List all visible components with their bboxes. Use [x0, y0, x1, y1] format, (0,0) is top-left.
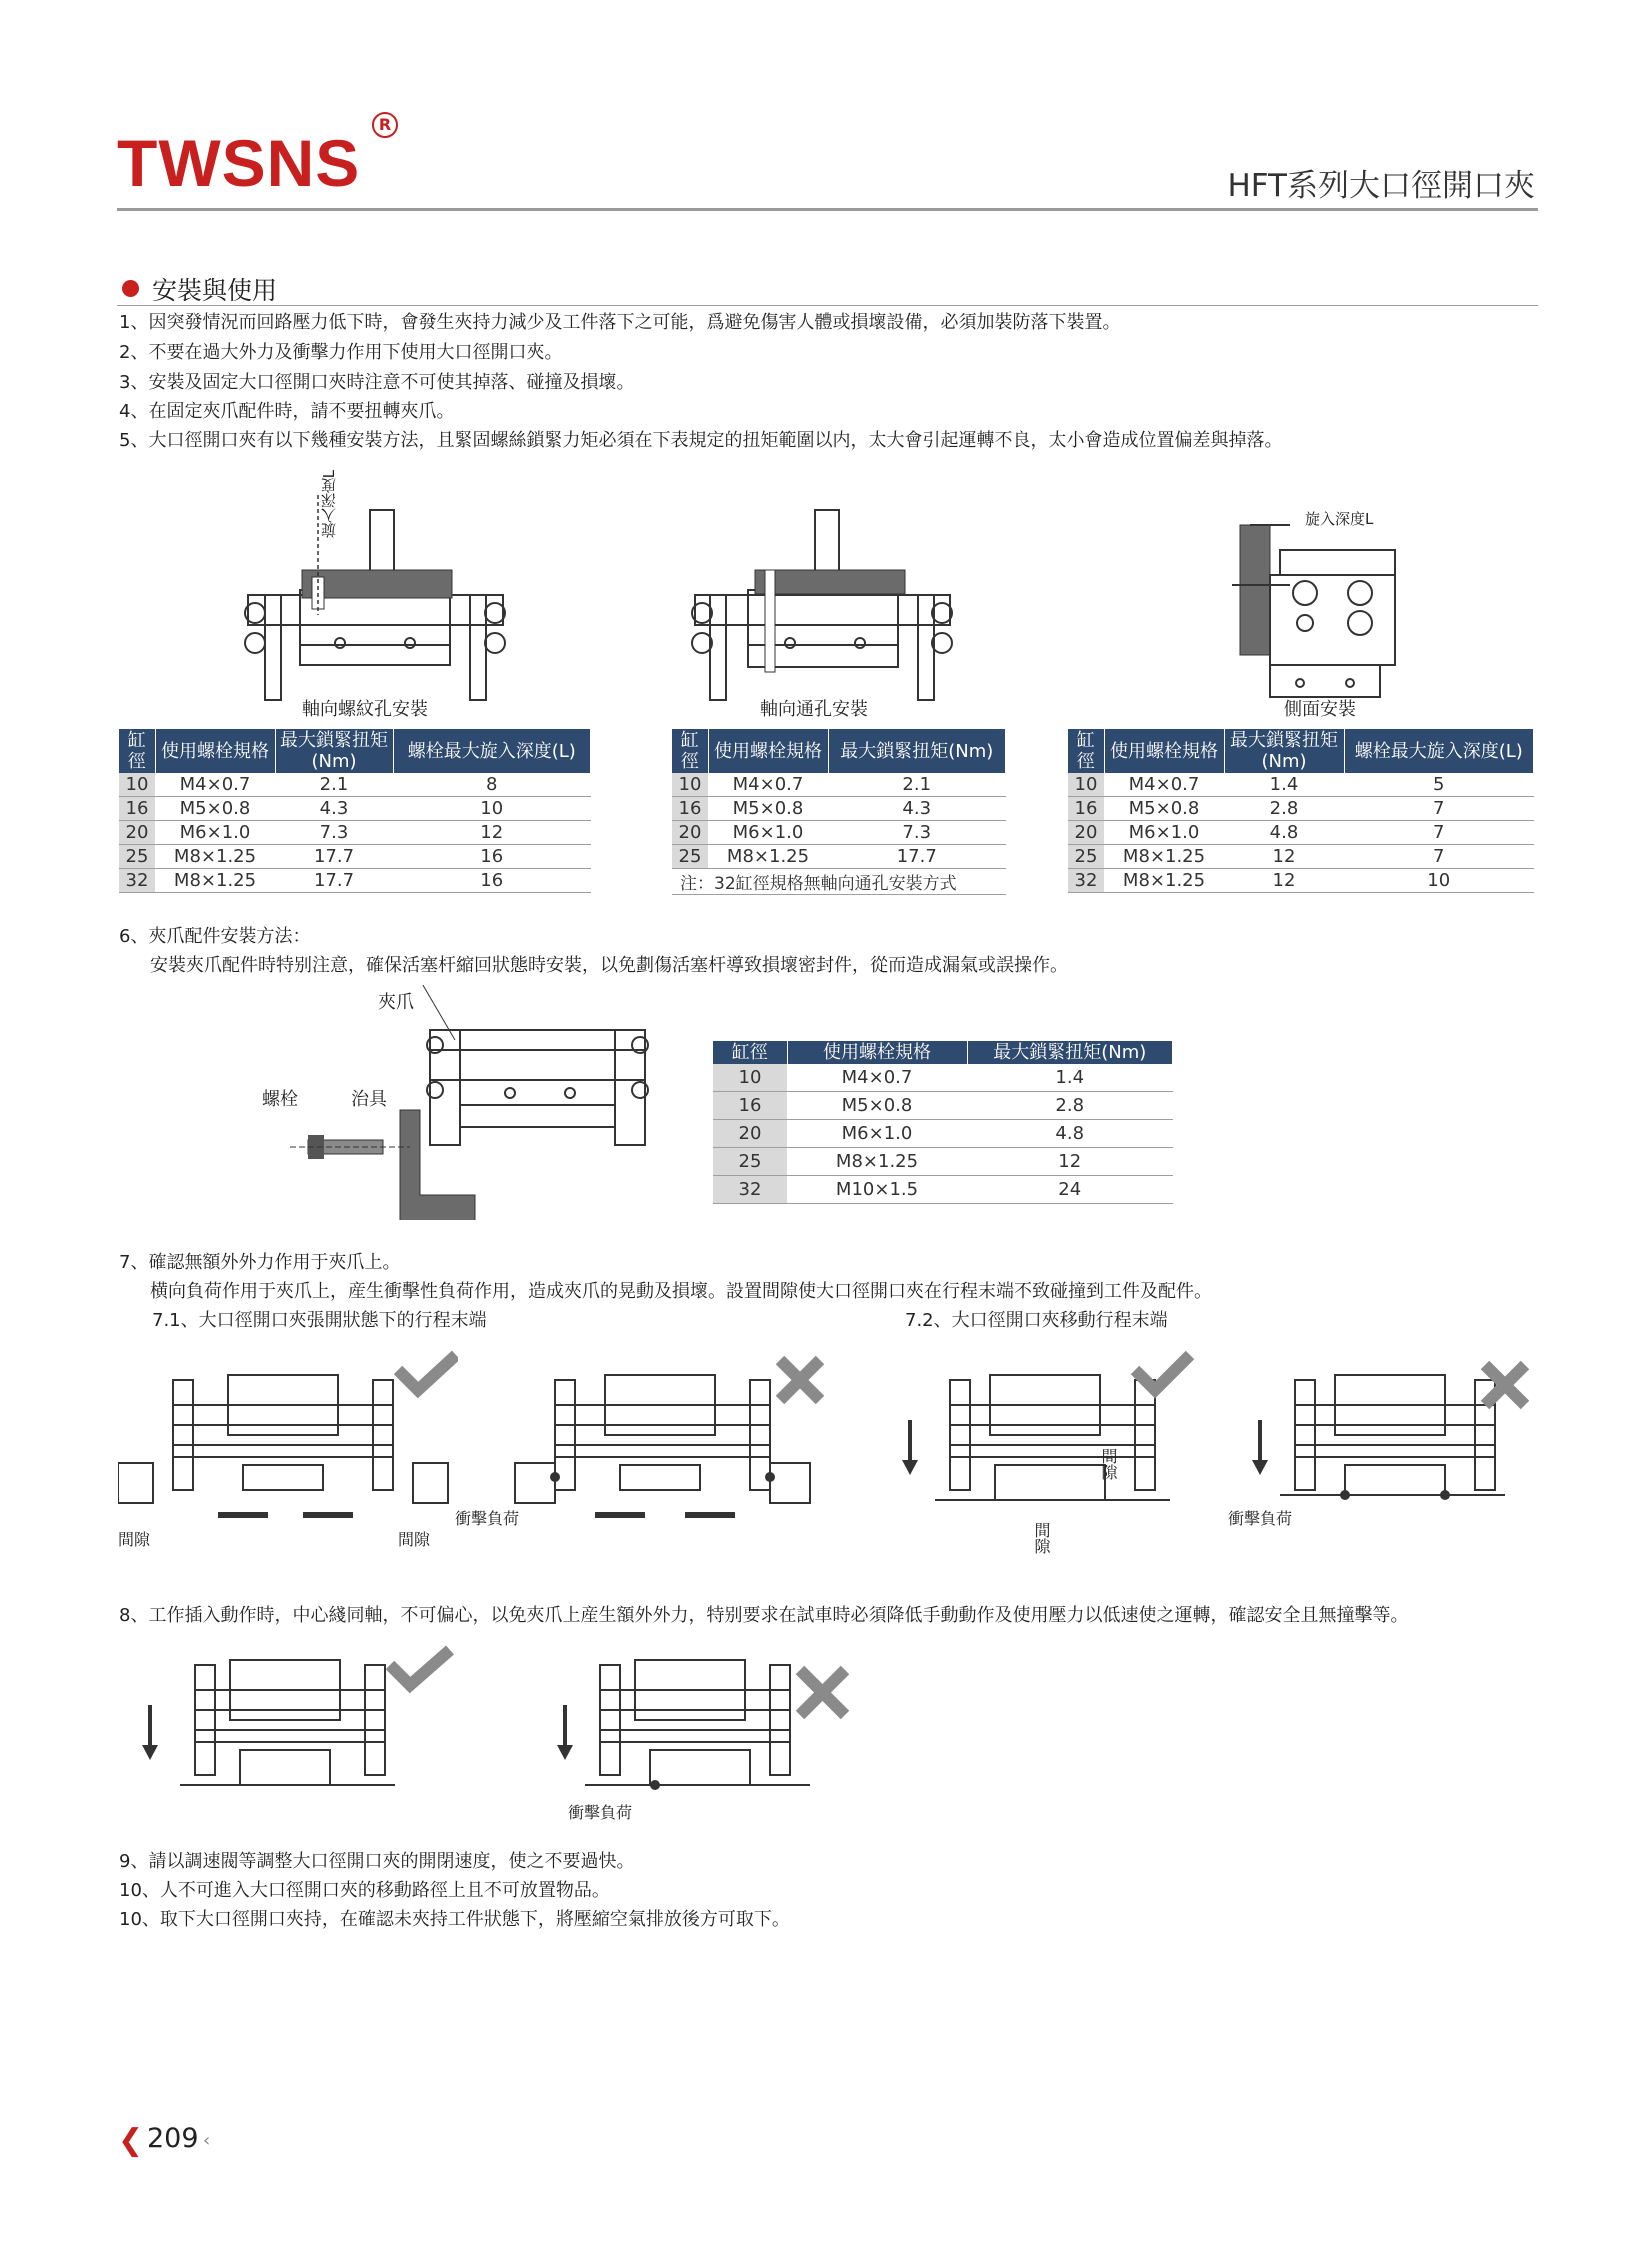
- cell: M4×0.7: [1104, 773, 1224, 797]
- instruction-2: 2、不要在過大外力及衝擊力作用下使用大口徑開口夾。: [119, 342, 563, 363]
- side-mount-diagram: [1230, 505, 1410, 700]
- cell: 16: [119, 797, 155, 821]
- table-row: [1068, 773, 1534, 797]
- fixture-label: 治具: [351, 1089, 387, 1110]
- side-caption: 側面安裝: [1284, 699, 1356, 720]
- cell: M6×1.0: [1104, 821, 1224, 845]
- cell: 10: [1344, 869, 1534, 893]
- col-bolt: 使用螺栓規格: [787, 1041, 967, 1064]
- table-row: [713, 1064, 1173, 1092]
- axial-through-mount-diagram: [680, 505, 970, 710]
- table-row: [672, 773, 1006, 797]
- prev-page-icon: ❮: [118, 2123, 144, 2158]
- cell: M4×0.7: [708, 773, 828, 797]
- jaw-fixture-diagram: [260, 985, 680, 1220]
- col-torque: 最大鎖緊扭矩(Nm): [1224, 729, 1344, 773]
- table-row: [672, 845, 1006, 869]
- instruction-1: 1、因突發情況而回路壓力低下時，會發生夾持力減少及工件落下之可能，爲避免傷害人體或損壞設備，必須加裝防落下裝置。: [119, 312, 1121, 333]
- impact-label: 衝擊負荷: [1228, 1509, 1293, 1528]
- cell: 4.3: [828, 797, 1006, 821]
- table-axial-through: [672, 729, 1006, 895]
- gap-label: 間隙: [398, 1530, 431, 1549]
- col-bore: 缸徑: [672, 729, 708, 773]
- cell: 2.1: [275, 773, 393, 797]
- col-bolt: 使用螺栓規格: [155, 729, 275, 773]
- cell: 16: [393, 845, 591, 869]
- cell: 10: [713, 1064, 787, 1092]
- stroke-end-move-correct-diagram: [900, 1345, 1210, 1545]
- side-depth-label: 旋入深度L: [1305, 510, 1374, 528]
- cell: M8×1.25: [708, 845, 828, 869]
- table-axial-thread: [119, 729, 591, 893]
- cell: M6×1.0: [155, 821, 275, 845]
- cell: 25: [672, 845, 708, 869]
- table-header-row: [119, 729, 591, 773]
- instruction-7-detail: 横向負荷作用于夾爪上，産生衝擊性負荷作用，造成夾爪的晃動及損壞。設置間隙使大口徑開口夾在行程末端不致碰撞到工件及配件。: [150, 1281, 1212, 1302]
- col-bore: 缸徑: [713, 1041, 787, 1064]
- cell: 2.8: [1224, 797, 1344, 821]
- table-note: 注：32缸徑規格無軸向通孔安裝方式: [672, 869, 1006, 895]
- cell: 20: [672, 821, 708, 845]
- cell: M8×1.25: [155, 869, 275, 893]
- stroke-end-open-wrong-diagram: [510, 1345, 840, 1545]
- cell: M4×0.7: [155, 773, 275, 797]
- cell: 10: [393, 797, 591, 821]
- cell: M5×0.8: [708, 797, 828, 821]
- cell: M4×0.7: [787, 1064, 967, 1092]
- cell: 25: [1068, 845, 1104, 869]
- axial-thread-mount-diagram: [230, 465, 520, 710]
- instruction-10a: 10、人不可進入大口徑開口夾的移動路徑上且不可放置物品。: [119, 1880, 610, 1901]
- instruction-7: 7、確認無額外外力作用于夾爪上。: [119, 1252, 401, 1273]
- cell: 16: [393, 869, 591, 893]
- table-header-row: [1068, 729, 1534, 773]
- cell: 16: [1068, 797, 1104, 821]
- col-torque: 最大鎖緊扭矩(Nm): [828, 729, 1006, 773]
- axial-thread-caption: 軸向螺紋孔安裝: [302, 699, 428, 720]
- col-torque: 最大鎖緊扭矩(Nm): [967, 1041, 1173, 1064]
- cell: M6×1.0: [708, 821, 828, 845]
- cell: M5×0.8: [787, 1092, 967, 1120]
- table-row: [1068, 821, 1534, 845]
- cell: 10: [1068, 773, 1104, 797]
- cell: 25: [713, 1148, 787, 1176]
- col-depth: 螺栓最大旋入深度(L): [1344, 729, 1534, 773]
- jaw-label: 夾爪: [378, 992, 414, 1013]
- cell: 20: [1068, 821, 1104, 845]
- cell: 4.8: [967, 1120, 1173, 1148]
- page-title: HFT系列大口徑開口夾: [1227, 168, 1535, 204]
- cell: 20: [119, 821, 155, 845]
- table-row: [672, 821, 1006, 845]
- table-row: [119, 797, 591, 821]
- cell: 12: [393, 821, 591, 845]
- subheading-7-1: 7.1、大口徑開口夾張開狀態下的行程末端: [152, 1310, 487, 1331]
- gap-label: 間隙: [118, 1530, 151, 1549]
- table-row: [672, 797, 1006, 821]
- cell: M5×0.8: [155, 797, 275, 821]
- instruction-9: 9、請以調速閥等調整大口徑開口夾的開閉速度，使之不要過快。: [119, 1851, 635, 1872]
- table-row: [119, 869, 591, 893]
- cell: 8: [393, 773, 591, 797]
- table-row: [713, 1120, 1173, 1148]
- cell: 7: [1344, 845, 1534, 869]
- cell: 16: [672, 797, 708, 821]
- impact-label: 衝擊負荷: [455, 1509, 520, 1528]
- cell: M5×0.8: [1104, 797, 1224, 821]
- cell: 1.4: [1224, 773, 1344, 797]
- cell: 4.3: [275, 797, 393, 821]
- cell: 20: [713, 1120, 787, 1148]
- instruction-5: 5、大口徑開口夾有以下幾種安裝方法，且緊固螺絲鎖緊力矩必須在下表規定的扭矩範圍以内，太大會引起運轉不良，太小會造成位置偏差與掉落。: [119, 430, 1283, 451]
- cell: 2.8: [967, 1092, 1173, 1120]
- subheading-7-2: 7.2、大口徑開口夾移動行程末端: [905, 1310, 1168, 1331]
- table-note-row: [672, 869, 1006, 895]
- instruction-6: 6、夾爪配件安裝方法：: [119, 926, 311, 947]
- stroke-end-open-correct-diagram: [118, 1345, 458, 1545]
- insertion-offset-wrong-diagram: [555, 1640, 865, 1810]
- cell: 24: [967, 1176, 1173, 1204]
- brand-logo: TWSNS: [117, 126, 361, 200]
- cell: 32: [1068, 869, 1104, 893]
- table-row: [119, 773, 591, 797]
- page-number: 209: [147, 2123, 199, 2154]
- cell: 12: [1224, 869, 1344, 893]
- axial-through-caption: 軸向通孔安裝: [760, 699, 868, 720]
- cell: 17.7: [275, 869, 393, 893]
- cell: 17.7: [275, 845, 393, 869]
- table-side-mount: [1068, 729, 1534, 893]
- instruction-10b: 10、取下大口徑開口夾持，在確認未夾持工件狀態下，將壓縮空氣排放後方可取下。: [119, 1909, 790, 1930]
- section-bullet-icon: [122, 280, 139, 297]
- cell: 7.3: [828, 821, 1006, 845]
- cell: 2.1: [828, 773, 1006, 797]
- instruction-4: 4、在固定夾爪配件時，請不要扭轉夾爪。: [119, 401, 455, 422]
- instruction-3: 3、安裝及固定大口徑開口夾時注意不可使其掉落、碰撞及損壞。: [119, 372, 635, 393]
- col-bolt: 使用螺栓規格: [1104, 729, 1224, 773]
- cell: 32: [119, 869, 155, 893]
- cell: 1.4: [967, 1064, 1173, 1092]
- cell: M8×1.25: [787, 1148, 967, 1176]
- table-header-row: [713, 1041, 1173, 1064]
- table-jaw-accessory: [713, 1041, 1173, 1204]
- cell: 5: [1344, 773, 1534, 797]
- table-row: [713, 1092, 1173, 1120]
- table-row: [1068, 797, 1534, 821]
- cell: M6×1.0: [787, 1120, 967, 1148]
- table-row: [713, 1148, 1173, 1176]
- cell: 16: [713, 1092, 787, 1120]
- table-row: [119, 845, 591, 869]
- depth-label: 旋入深度L: [320, 470, 338, 539]
- cell: 7: [1344, 797, 1534, 821]
- gap-label: 間隙: [1032, 1522, 1051, 1554]
- cell: 25: [119, 845, 155, 869]
- col-bolt: 使用螺栓規格: [708, 729, 828, 773]
- cell: 12: [1224, 845, 1344, 869]
- cell: 17.7: [828, 845, 1006, 869]
- insertion-centered-correct-diagram: [140, 1640, 470, 1810]
- cell: 4.8: [1224, 821, 1344, 845]
- table-row: [1068, 869, 1534, 893]
- next-page-icon: ‹: [203, 2130, 211, 2151]
- bolt-label: 螺栓: [262, 1089, 298, 1110]
- cell: 12: [967, 1148, 1173, 1176]
- col-bore: 缸徑: [119, 729, 155, 773]
- impact-label: 衝擊負荷: [568, 1803, 633, 1822]
- table-row: [713, 1176, 1173, 1204]
- instruction-8: 8、工作插入動作時，中心綫同軸，不可偏心，以免夾爪上産生額外外力，特别要求在試車時必須降低手動動作及使用壓力以低速使之運轉，確認安全且無撞擊等。: [119, 1605, 1409, 1626]
- col-depth: 螺栓最大旋入深度(L): [393, 729, 591, 773]
- cell: 10: [672, 773, 708, 797]
- cell: M8×1.25: [1104, 845, 1224, 869]
- section-divider: [117, 305, 1538, 306]
- header-divider: [117, 208, 1538, 211]
- cell: 7.3: [275, 821, 393, 845]
- table-header-row: [672, 729, 1006, 773]
- registered-mark: R: [372, 112, 398, 138]
- table-row: [1068, 845, 1534, 869]
- gap-label: 間隙: [1099, 1448, 1118, 1480]
- col-bore: 缸徑: [1068, 729, 1104, 773]
- instruction-6-detail: 安裝夾爪配件時特别注意，確保活塞杆縮回狀態時安裝，以免劃傷活塞杆導致損壞密封件，從而造成漏氣或誤操作。: [150, 955, 1068, 976]
- cell: M10×1.5: [787, 1176, 967, 1204]
- col-torque: 最大鎖緊扭矩(Nm): [275, 729, 393, 773]
- cell: M8×1.25: [155, 845, 275, 869]
- section-title: 安裝與使用: [152, 276, 278, 305]
- table-row: [119, 821, 591, 845]
- cell: 10: [119, 773, 155, 797]
- cell: 32: [713, 1176, 787, 1204]
- cell: 7: [1344, 821, 1534, 845]
- cell: M8×1.25: [1104, 869, 1224, 893]
